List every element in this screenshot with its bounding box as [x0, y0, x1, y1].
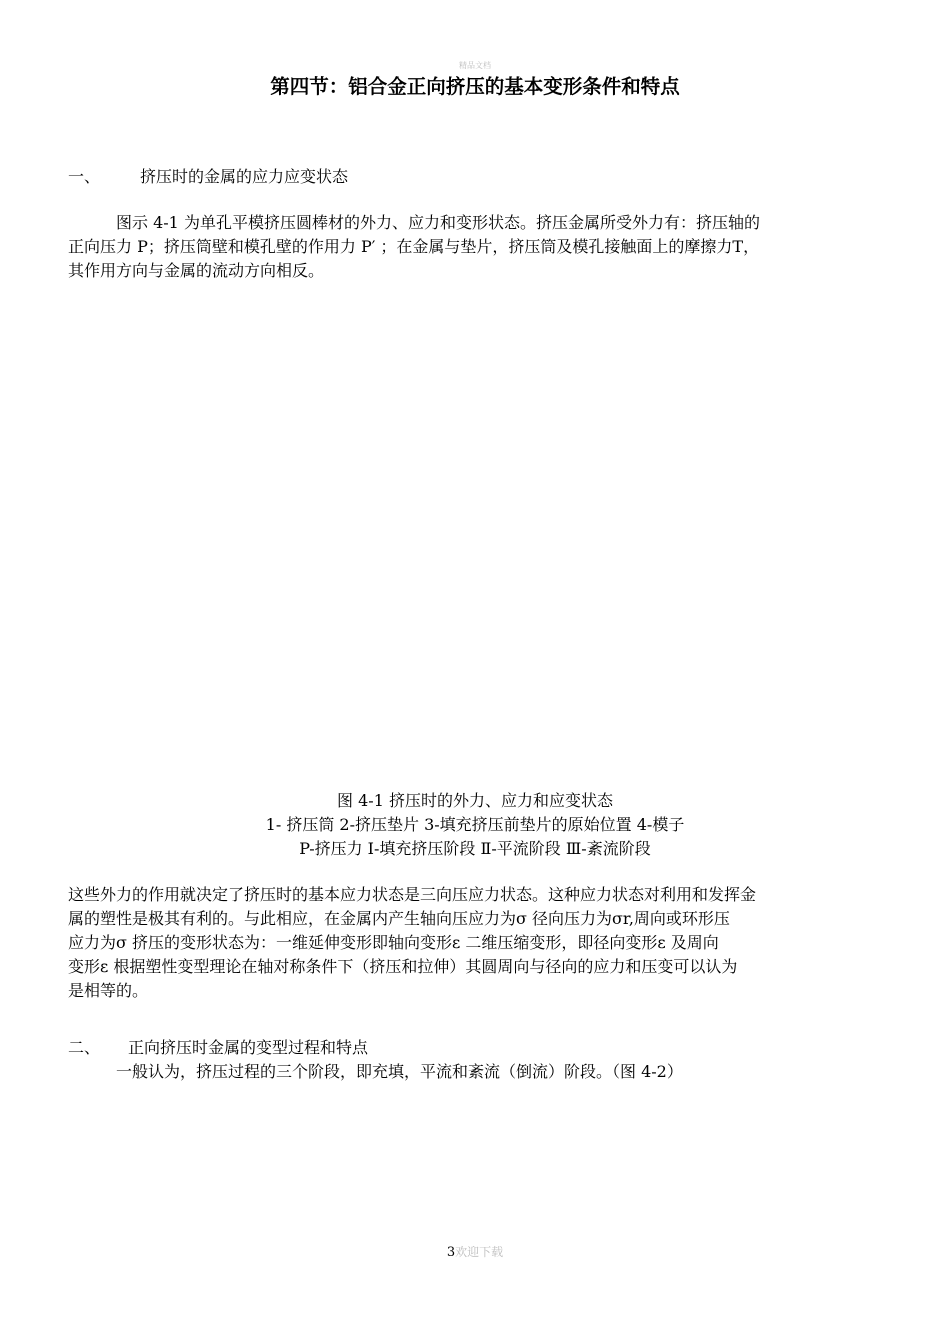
section2-heading: 正向挤压时金属的变型过程和特点 — [128, 1038, 369, 1057]
paragraph-line: 变形ε 根据塑性变型理论在轴对称条件下（挤压和拉伸）其圆周向与径向的应力和压变可以认为 — [68, 957, 738, 976]
section1-heading: 挤压时的金属的应力应变状态 — [140, 167, 349, 186]
paragraph-line: 这些外力的作用就决定了挤压时的基本应力状态是三向压应力状态。这种应力状态对利用和发挥金 — [68, 885, 757, 904]
section1-paragraph — [68, 211, 883, 283]
figure-legend-line1: 1- 挤压筒 2-挤压垫片 3-填充挤压前垫片的原始位置 4-模子 — [265, 815, 685, 834]
figure-placeholder — [68, 300, 883, 770]
page-footer — [0, 1243, 950, 1260]
paragraph-line: 其作用方向与金属的流动方向相反。 — [68, 261, 325, 280]
section2-number: 二、 — [68, 1038, 101, 1057]
paragraph-2 — [68, 883, 883, 1003]
page-number: 3 — [446, 1245, 456, 1260]
footer-text: 欢迎下载 — [455, 1245, 504, 1259]
paragraph-line: 应力为σ 挤压的变形状态为：一维延伸变形即轴向变形ε 二维压缩变形，即径向变形ε 及周向 — [68, 933, 719, 952]
paragraph-line: 图示 4-1 为单孔平模挤压圆棒材的外力、应力和变形状态。挤压金属所受外力有：挤压轴的 — [116, 213, 760, 232]
section2-paragraph: 一般认为，挤压过程的三个阶段，即充填，平流和紊流（倒流）阶段。（图 4-2） — [116, 1062, 683, 1081]
page-title: 第四节：铝合金正向挤压的基本变形条件和特点 — [270, 75, 680, 98]
section1-number: 一、 — [68, 167, 101, 186]
paragraph-line: 正向压力 P；挤压筒壁和模孔壁的作用力 P′ ；在金属与垫片，挤压筒及模孔接触面上的摩擦力T， — [68, 237, 760, 256]
figure-caption: 图 4-1 挤压时的外力、应力和应变状态 — [337, 791, 613, 810]
paragraph-line: 是相等的。 — [68, 981, 149, 1000]
figure-legend-line2: P-挤压力 Ⅰ-填充挤压阶段 Ⅱ-平流阶段 Ⅲ-紊流阶段 — [299, 839, 651, 858]
header-watermark: 精品文档 — [459, 61, 491, 70]
paragraph-line: 属的塑性是极其有利的。与此相应，在金属内产生轴向压应力为σ 径向压力为σr,周向或环形压 — [68, 909, 730, 928]
